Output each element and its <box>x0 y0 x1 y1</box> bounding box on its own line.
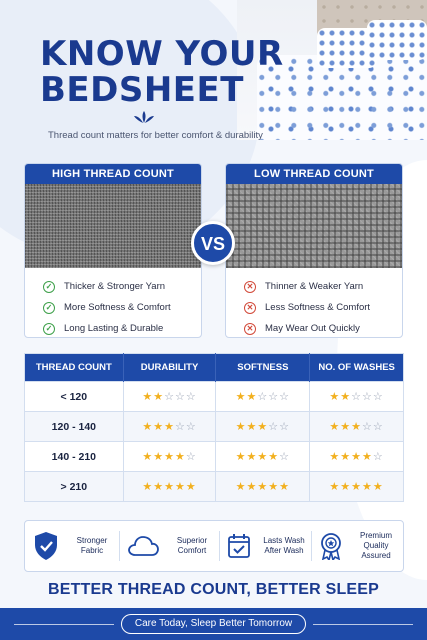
star-filled-icon: ★ <box>257 480 269 493</box>
feature-text: More Softness & Comfort <box>64 302 171 313</box>
star-filled-icon: ★ <box>279 480 291 493</box>
star-empty-icon: ☆ <box>372 420 384 433</box>
star-filled-icon: ★ <box>351 480 363 493</box>
award-badge-icon <box>319 532 343 560</box>
high-thread-count-label: HIGH THREAD COUNT <box>25 164 201 184</box>
star-filled-icon: ★ <box>235 480 247 493</box>
star-rating <box>142 420 196 433</box>
low-thread-count-label: LOW THREAD COUNT <box>226 164 402 184</box>
star-filled-icon: ★ <box>268 480 280 493</box>
star-empty-icon: ☆ <box>279 420 291 433</box>
star-filled-icon: ★ <box>246 480 258 493</box>
header-softness: SOFTNESS <box>216 354 310 382</box>
star-filled-icon: ★ <box>246 450 258 463</box>
feature-item <box>244 297 402 318</box>
high-thread-count-card <box>24 163 202 338</box>
star-rating <box>142 390 196 403</box>
page-title <box>40 36 284 108</box>
star-filled-icon: ★ <box>351 420 363 433</box>
benefit-label: Premium Quality Assured <box>359 531 392 560</box>
star-empty-icon: ☆ <box>185 420 197 433</box>
feature-item <box>43 276 201 297</box>
table-row <box>25 472 404 502</box>
check-icon: ✓ <box>43 302 55 314</box>
star-filled-icon: ★ <box>372 480 384 493</box>
star-filled-icon: ★ <box>351 450 363 463</box>
benefits-strip <box>24 520 404 572</box>
star-empty-icon: ☆ <box>174 420 186 433</box>
softness-rating-cell <box>216 472 310 502</box>
star-filled-icon: ★ <box>164 450 175 463</box>
benefit-item <box>311 521 403 571</box>
table-row <box>25 442 404 472</box>
leaf-icon <box>131 110 157 124</box>
thread-count-cell: < 120 <box>25 382 124 412</box>
star-empty-icon: ☆ <box>279 390 291 403</box>
table-row <box>25 382 404 412</box>
star-filled-icon: ★ <box>153 420 165 433</box>
thread-count-cell: > 210 <box>25 472 124 502</box>
star-rating <box>236 390 290 403</box>
feature-item <box>43 318 201 338</box>
footer <box>0 608 427 640</box>
star-filled-icon: ★ <box>142 420 154 433</box>
star-rating <box>142 480 196 493</box>
star-empty-icon: ☆ <box>174 390 186 403</box>
star-filled-icon: ★ <box>142 390 154 403</box>
feature-text: Thicker & Stronger Yarn <box>64 281 166 292</box>
benefit-item <box>119 521 219 571</box>
star-rating <box>236 450 290 463</box>
check-icon: ✓ <box>43 281 55 293</box>
star-filled-icon: ★ <box>246 390 258 403</box>
cloud-icon <box>127 535 159 557</box>
star-rating <box>142 450 196 463</box>
star-rating <box>236 420 290 433</box>
star-filled-icon: ★ <box>340 480 352 493</box>
star-filled-icon: ★ <box>329 390 341 403</box>
footer-slogan: Care Today, Sleep Better Tomorrow <box>121 614 306 634</box>
star-filled-icon: ★ <box>235 390 247 403</box>
star-filled-icon: ★ <box>246 420 258 433</box>
star-filled-icon: ★ <box>142 450 154 463</box>
washes-rating-cell <box>310 382 404 412</box>
feature-text: Thinner & Weaker Yarn <box>265 281 364 292</box>
softness-rating-cell <box>216 412 310 442</box>
coarse-fabric-image <box>226 184 402 268</box>
washes-rating-cell <box>310 442 404 472</box>
benefit-item <box>219 521 311 571</box>
footer-divider <box>14 624 114 625</box>
header-durability: DURABILITY <box>123 354 216 382</box>
thread-count-table <box>24 353 404 502</box>
star-rating <box>329 390 383 403</box>
star-rating <box>329 420 383 433</box>
header-thread-count: THREAD COUNT <box>25 354 124 382</box>
benefit-item <box>25 521 119 571</box>
benefit-label: Superior Comfort <box>176 536 208 555</box>
star-filled-icon: ★ <box>340 450 352 463</box>
check-icon: ✓ <box>43 323 55 335</box>
feature-text: Less Softness & Comfort <box>265 302 371 313</box>
star-filled-icon: ★ <box>329 480 341 493</box>
star-rating <box>236 480 290 493</box>
star-filled-icon: ★ <box>153 450 165 463</box>
star-empty-icon: ☆ <box>372 450 384 463</box>
star-filled-icon: ★ <box>235 450 247 463</box>
star-filled-icon: ★ <box>174 480 186 493</box>
star-filled-icon: ★ <box>340 390 352 403</box>
subtitle: Thread count matters for better comfort & durability <box>48 130 263 141</box>
star-empty-icon: ☆ <box>362 390 373 403</box>
star-filled-icon: ★ <box>268 450 280 463</box>
footer-divider <box>313 624 413 625</box>
feature-item <box>244 276 402 297</box>
star-empty-icon: ☆ <box>268 420 280 433</box>
star-filled-icon: ★ <box>153 390 165 403</box>
star-filled-icon: ★ <box>329 420 341 433</box>
thread-count-cell: 120 - 140 <box>25 412 124 442</box>
star-empty-icon: ☆ <box>164 390 175 403</box>
table-header-row <box>25 354 404 382</box>
star-empty-icon: ☆ <box>362 420 373 433</box>
benefit-label: Stronger Fabric <box>76 536 108 555</box>
star-filled-icon: ★ <box>340 420 352 433</box>
durability-rating-cell <box>123 472 216 502</box>
low-feature-list <box>226 268 402 338</box>
star-filled-icon: ★ <box>257 450 269 463</box>
table-body <box>25 382 404 502</box>
star-filled-icon: ★ <box>329 450 341 463</box>
title-line-1: KNOW YOUR <box>40 34 284 74</box>
star-empty-icon: ☆ <box>351 390 363 403</box>
star-empty-icon: ☆ <box>279 450 291 463</box>
star-filled-icon: ★ <box>235 420 247 433</box>
star-filled-icon: ★ <box>153 480 165 493</box>
star-filled-icon: ★ <box>142 480 154 493</box>
star-filled-icon: ★ <box>164 420 175 433</box>
vs-badge: VS <box>191 221 235 265</box>
star-filled-icon: ★ <box>257 420 269 433</box>
feature-text: May Wear Out Quickly <box>265 323 360 334</box>
benefit-label: Lasts Wash After Wash <box>263 536 305 555</box>
fine-fabric-image <box>25 184 201 268</box>
star-rating <box>329 480 383 493</box>
cross-icon: ✕ <box>244 323 256 335</box>
pillow <box>367 20 427 60</box>
durability-rating-cell <box>123 382 216 412</box>
shield-check-icon <box>33 531 59 561</box>
star-filled-icon: ★ <box>164 480 175 493</box>
star-rating <box>329 450 383 463</box>
durability-rating-cell <box>123 442 216 472</box>
header-washes: NO. OF WASHES <box>310 354 404 382</box>
star-empty-icon: ☆ <box>257 390 269 403</box>
cross-icon: ✕ <box>244 281 256 293</box>
star-filled-icon: ★ <box>362 450 373 463</box>
star-empty-icon: ☆ <box>185 390 197 403</box>
star-filled-icon: ★ <box>174 450 186 463</box>
durability-rating-cell <box>123 412 216 442</box>
tagline: BETTER THREAD COUNT, BETTER SLEEP <box>47 581 380 598</box>
star-empty-icon: ☆ <box>372 390 384 403</box>
thread-count-cell: 140 - 210 <box>25 442 124 472</box>
softness-rating-cell <box>216 442 310 472</box>
low-thread-count-card <box>225 163 403 338</box>
softness-rating-cell <box>216 382 310 412</box>
title-line-2: BEDSHEET <box>40 70 244 110</box>
high-feature-list <box>25 268 201 338</box>
washes-rating-cell <box>310 412 404 442</box>
star-empty-icon: ☆ <box>185 450 197 463</box>
feature-item <box>244 318 402 338</box>
cross-icon: ✕ <box>244 302 256 314</box>
washes-rating-cell <box>310 472 404 502</box>
feature-text: Long Lasting & Durable <box>64 323 164 334</box>
star-empty-icon: ☆ <box>268 390 280 403</box>
calendar-check-icon <box>227 533 251 559</box>
feature-item <box>43 297 201 318</box>
table-row <box>25 412 404 442</box>
star-filled-icon: ★ <box>362 480 373 493</box>
star-filled-icon: ★ <box>185 480 197 493</box>
